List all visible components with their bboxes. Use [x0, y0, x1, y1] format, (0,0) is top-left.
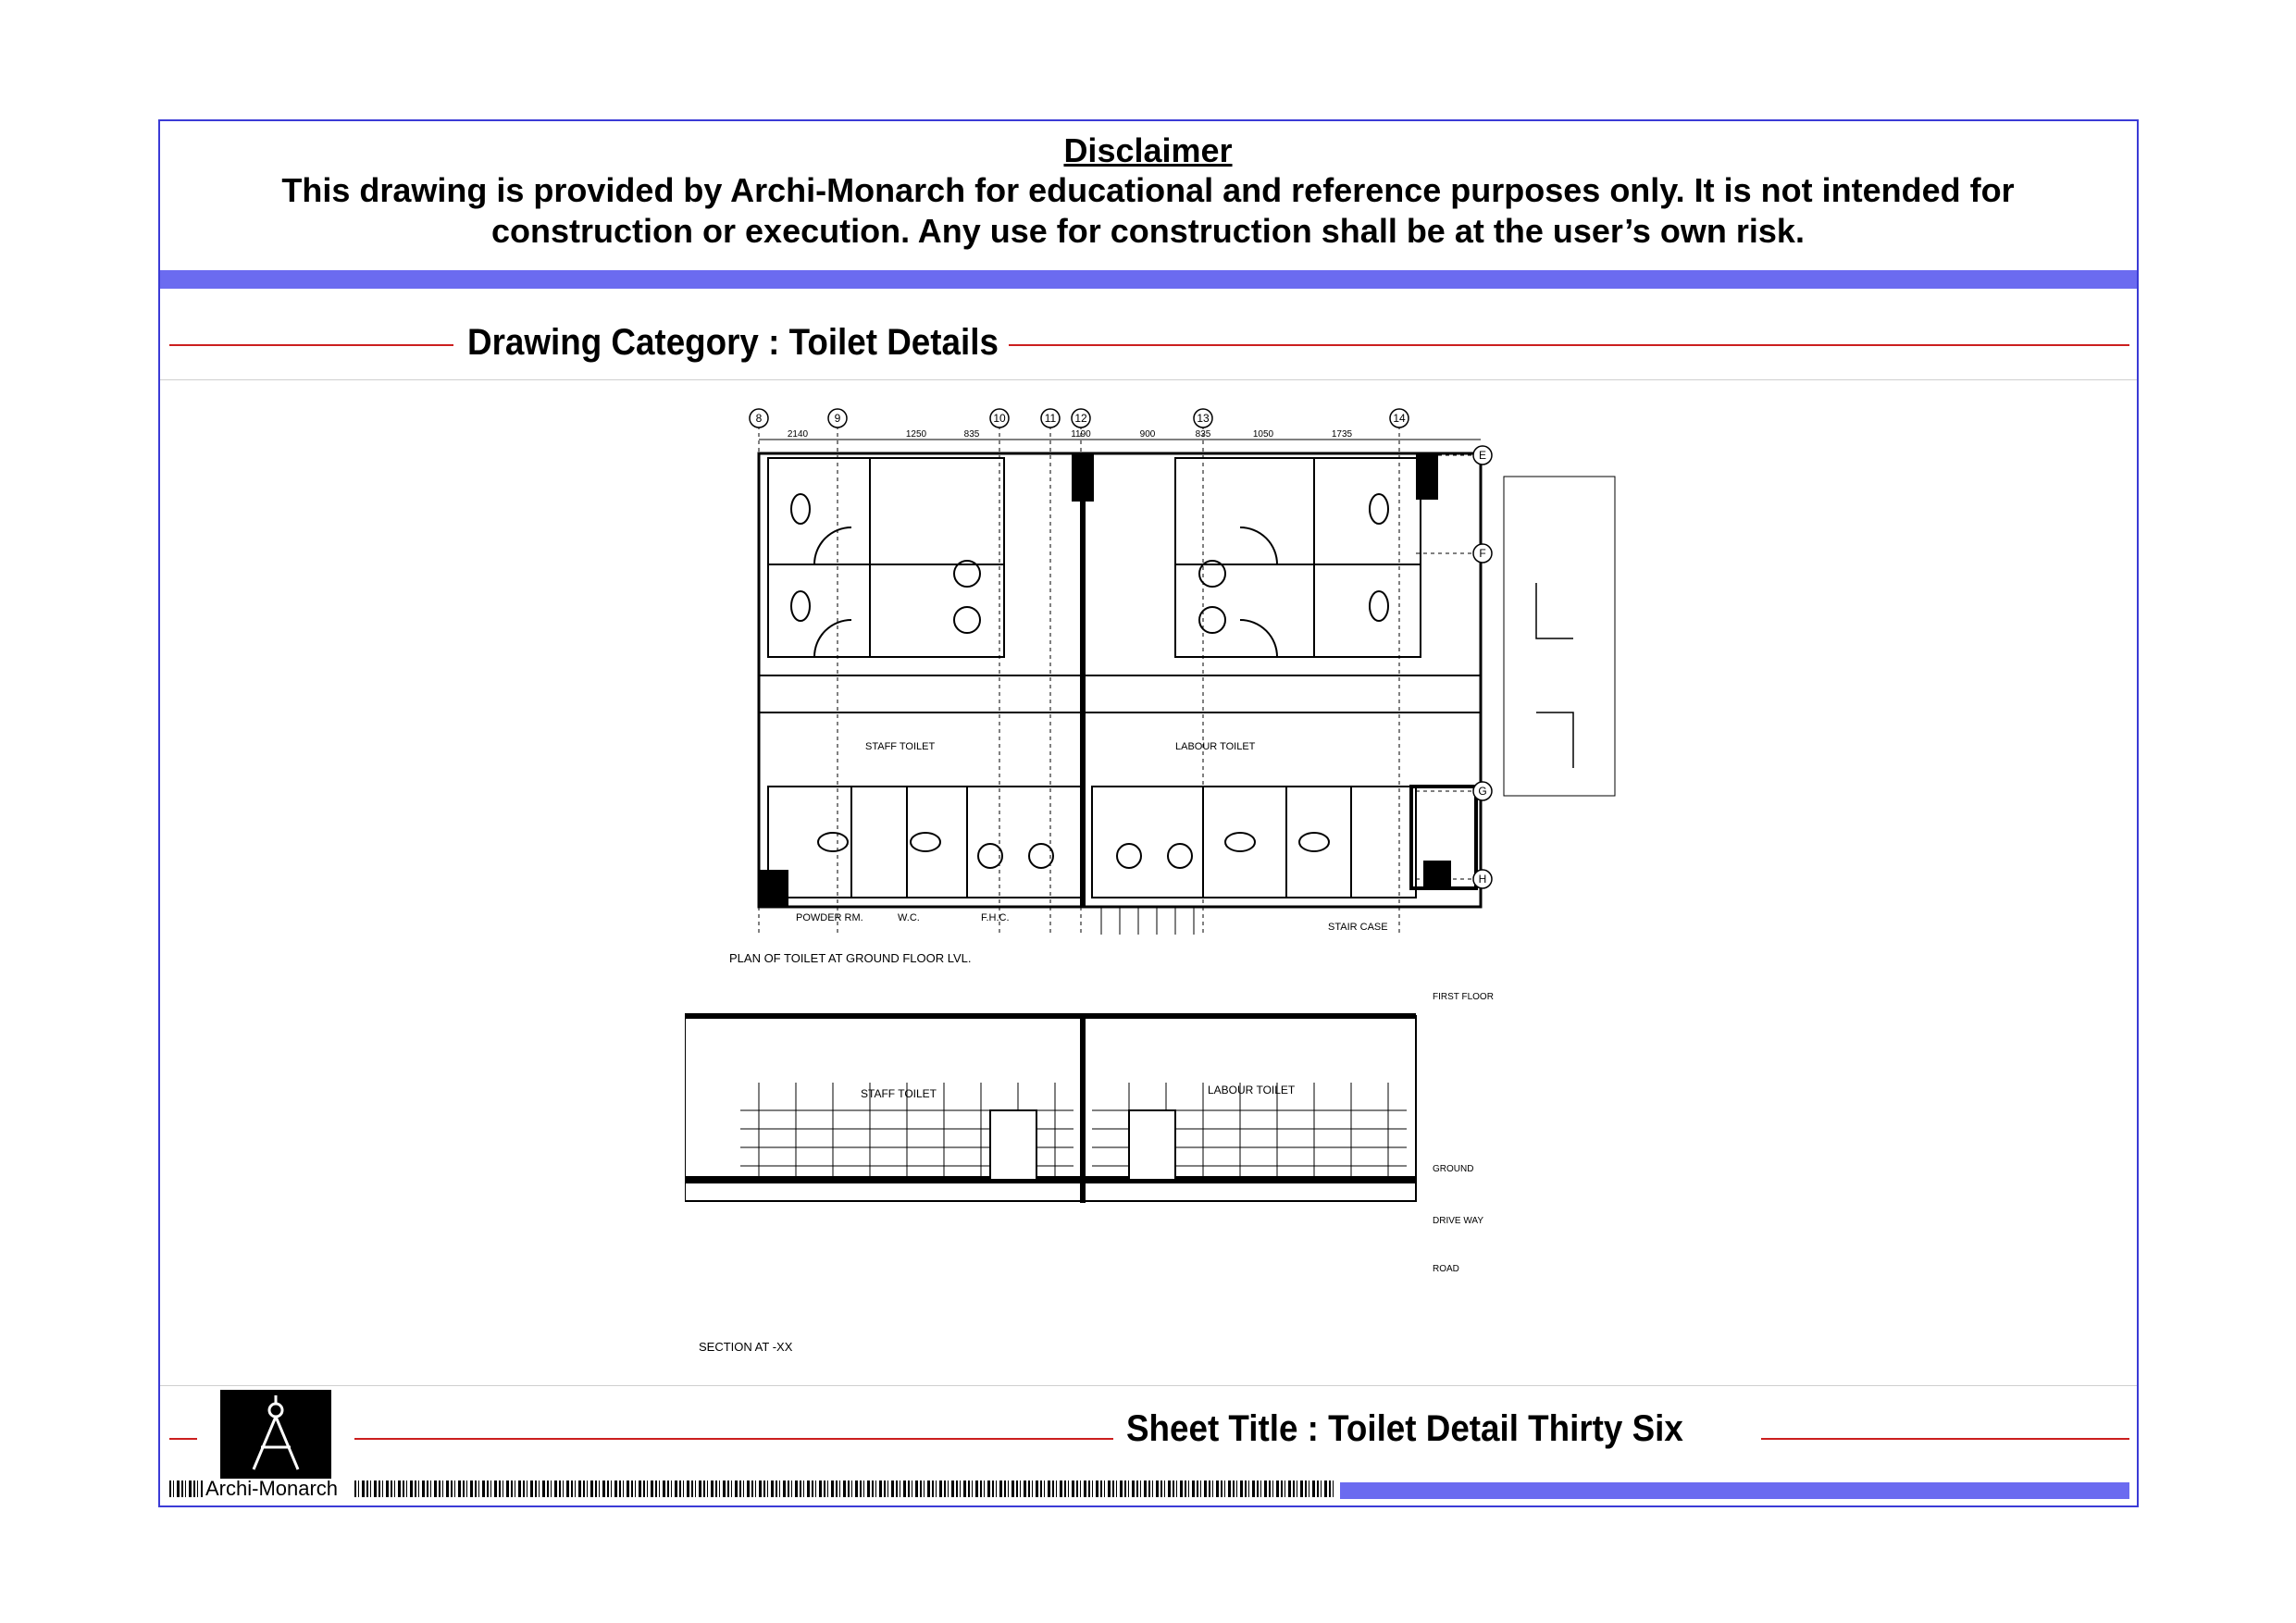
plan-title: PLAN OF TOILET AT GROUND FLOOR LVL.	[729, 951, 972, 965]
dim-top-5: 900	[1139, 429, 1156, 440]
section-label-staff-toilet: STAFF TOILET	[861, 1087, 937, 1100]
dim-top-7: 1050	[1252, 429, 1274, 440]
footer-rule-right	[1761, 1438, 2129, 1440]
grid-label-11: 11	[1044, 412, 1057, 425]
section-label-first-floor: FIRST FLOOR	[1433, 992, 1494, 1002]
sheet-title: Sheet Title : Toilet Detail Thirty Six	[1126, 1408, 1683, 1449]
section-label-drive-way: DRIVE WAY	[1433, 1216, 1484, 1226]
barcode-left	[169, 1481, 203, 1497]
plan-label-stair-case: STAIR CASE	[1328, 922, 1388, 933]
plan-label-staff-toilet: STAFF TOILET	[865, 741, 936, 752]
disclaimer-line-2: construction or execution. Any use for construction shall be at the user’s own risk.	[491, 212, 1805, 250]
section-label-road: ROAD	[1433, 1264, 1459, 1274]
row-label-g: G	[1478, 785, 1487, 798]
footer-rule-left	[169, 1438, 197, 1440]
category-rule-right	[1009, 344, 2129, 346]
row-label-h: H	[1478, 873, 1487, 886]
grid-label-12: 12	[1074, 412, 1087, 425]
footer-divider	[160, 1385, 2137, 1386]
disclaimer-line-1: This drawing is provided by Archi-Monarch for educational and reference purposes only. It is not intended for	[281, 171, 2015, 209]
section-label-ground: GROUND	[1433, 1164, 1474, 1174]
dim-top-1: 2140	[787, 429, 809, 440]
barcode-strip	[354, 1481, 1335, 1497]
grid-label-9: 9	[834, 412, 841, 425]
compass-icon	[220, 1390, 331, 1479]
disclaimer-title: Disclaimer	[1063, 131, 1233, 169]
row-label-f: F	[1479, 547, 1486, 560]
plan-label-fhc: F.H.C.	[981, 912, 1010, 923]
footer-rule-middle	[354, 1438, 1113, 1440]
header-band	[160, 270, 2137, 289]
grid-label-14: 14	[1393, 412, 1406, 425]
section-title: SECTION AT -XX	[699, 1340, 793, 1354]
grid-label-10: 10	[993, 412, 1006, 425]
row-label-e: E	[1478, 449, 1487, 462]
toilet-detail-drawing	[685, 398, 1629, 1369]
disclaimer-text	[213, 170, 2083, 252]
drawing-category-label: Drawing Category : Toilet Details	[467, 322, 999, 363]
plan-label-labour-toilet: LABOUR TOILET	[1175, 741, 1256, 752]
dim-top-3: 835	[963, 429, 980, 440]
plan-label-wc: W.C.	[898, 912, 920, 923]
category-rule-left	[169, 344, 453, 346]
plan-label-powder-rm: POWDER RM.	[796, 912, 863, 923]
category-divider	[160, 379, 2137, 380]
grid-label-13: 13	[1197, 412, 1210, 425]
archi-monarch-logo	[220, 1390, 331, 1479]
grid-label-8: 8	[755, 412, 763, 425]
dim-top-6: 835	[1195, 429, 1211, 440]
section-label-labour-toilet: LABOUR TOILET	[1208, 1084, 1296, 1096]
dim-top-2: 1250	[905, 429, 927, 440]
footer-band	[1340, 1482, 2129, 1499]
dim-top-4: 1190	[1071, 429, 1091, 440]
dim-top-8: 1735	[1331, 429, 1353, 440]
brand-name: Archi-Monarch	[205, 1477, 339, 1500]
